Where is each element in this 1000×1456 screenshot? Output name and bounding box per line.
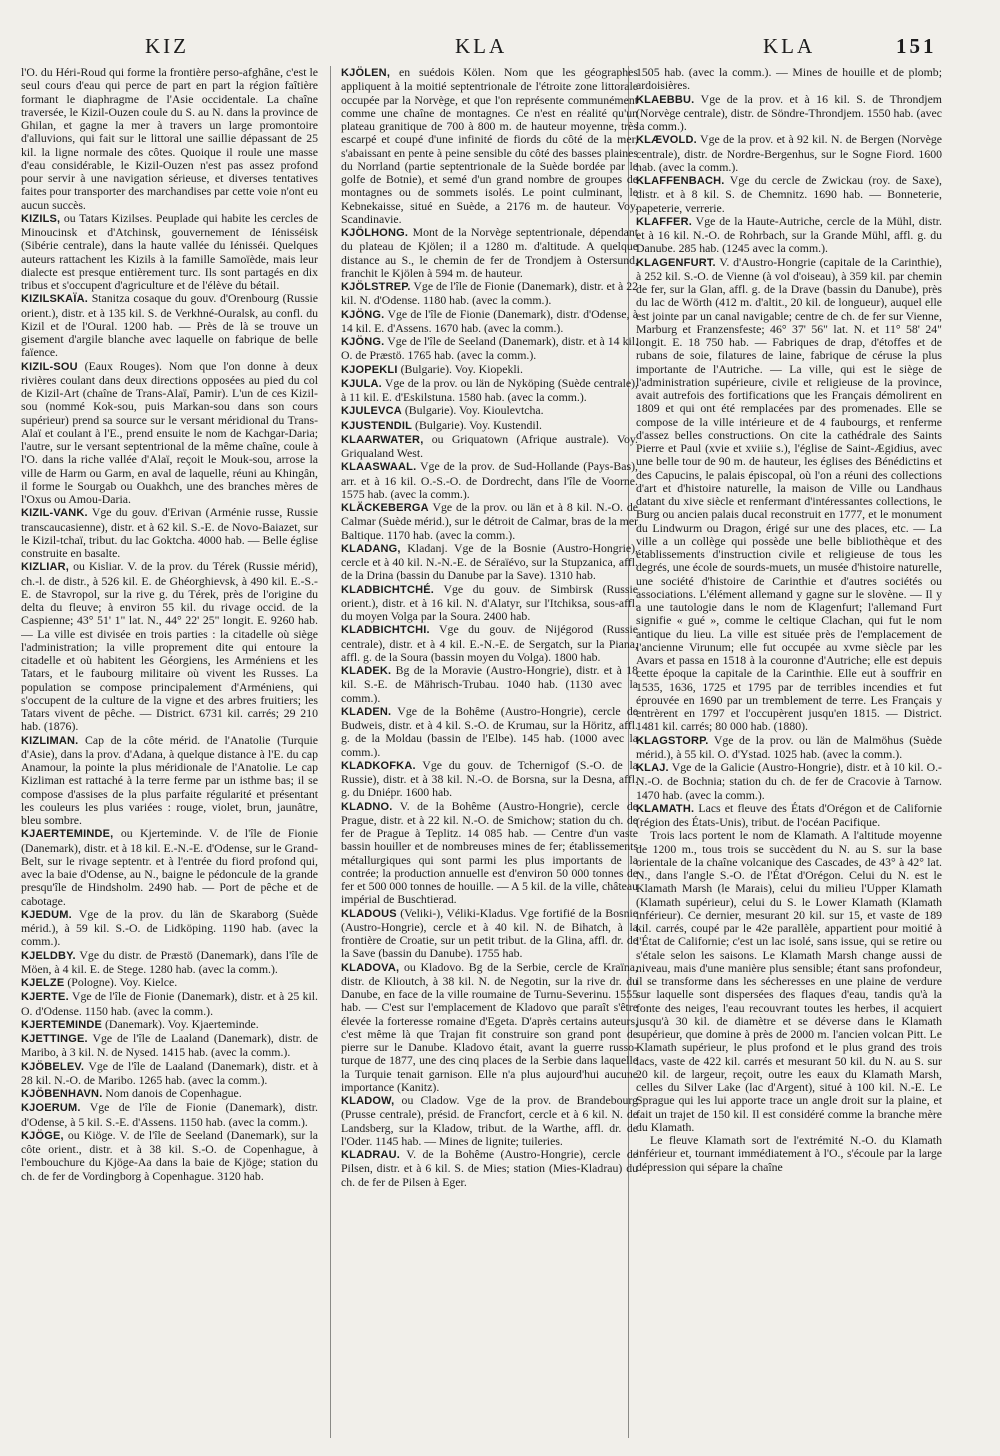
entry-headword: KJÖGE, [21, 1129, 64, 1142]
entry-text: Vge de l'île de Fionie (Danemark), distr. d'Odense, à 14 kil. E. d'Assens. 1670 hab. (avec la comm.). [341, 306, 638, 335]
entry-headword: KJUSTENDIL [341, 419, 413, 432]
dictionary-entry [21, 1032, 318, 1060]
entry-headword: KJETTINGE. [21, 1033, 88, 1045]
entry-text: Trois lacs portent le nom de Klamath. A l'altitude moyenne de 1200 m., tous trois se succèdent du N. au S. sur la base orientale de la chaîne volcanique des Cascades, de 43° à 42° lat. N., dans l'angle S.-O. de l'État d'Orégon. Celui du N. est le Klamath Marsh (le Marais), celui du milieu l'Upper Klamath (Klamath supérieur), celui du S. le Lower Klamath (Klamath inférieur). Ce dernier, mesurant 20 kil. sur 15, et vaste de 189 kil. carrés, coupé par le 42e parallèle, appartient pour moitié à l'État de Californie; c'est un lac isolé, sans issue, qui se retire ou s'étale selon les saisons. Le Klamath Marsh change aussi de niveau, mais d'une manière plus sensible; étant sans profondeur, il se transforme dans les sécheresses en une plaine de verdure sur laquelle sont dispersées des flaques d'eau, tandis qu'à la fonte des neiges, l'eau recouvrant toutes les herbes, il acquiert jusqu'à 30 kil. de diamètre et se déverse dans le Klamath supérieur, que domine à près de 2000 m. l'ancien volcan Pitt. Le Klamath supérieur, le plus profond et le plus grand des trois lacs, vaste de 422 kil. carrés et mesurant 50 kil. du N. au S. sur 20 kil. de largeur, reçoit, outre les eaux du Klamath Marsh, celles du Silver Lake (lac d'Argent), situé à 100 kil. N.-E. Le Sprague qui les lui apporte trace un angle droit sur la plaine, et fait un trajet de 150 kil. Il est considéré comme la branche mère du Klamath. [636, 828, 942, 1134]
entry-headword: KJERTE. [21, 991, 69, 1004]
entry-headword: KLADBICHTCHÉ. [341, 583, 435, 596]
entry-text: Le fleuve Klamath sort de l'extrémité N.-O. du Klamath inférieur et, tournant immédiatement à l'O., s'écoule par la large dépression qui sépare la chaîne [636, 1133, 942, 1174]
dictionary-entry [341, 335, 638, 363]
dictionary-entry [341, 226, 638, 280]
entry-headword: KLADKOFKA. [341, 759, 416, 772]
entry-headword: KJERTEMINDE [21, 1018, 103, 1031]
dictionary-entry [341, 280, 638, 308]
dictionary-entry [21, 1087, 318, 1101]
entry-text: Stanitza cosaque du gouv. d'Orenbourg (Russie orient.), distr. et à 135 kil. S. de Verkhné-Ouralsk, au confl. du Kizil et de l'Oural. 1200 hab. — Près de là se trouve un gisement d'argile blanche avec laquelle on fabrique de belle faïence. [21, 291, 318, 360]
entry-text: ou Kiöge. V. de l'île de Seeland (Danemark), sur la côte orient., distr. et à 38 kil. S.-O. de Copenhague, à l'embouchure du Kjöge-Aa dans la baie de Kjöge; station du ch. de fer de Vordingborg à Copenhague. 3120 hab. [21, 1127, 318, 1183]
dictionary-entry [341, 501, 638, 542]
entry-headword: KJELDBY. [21, 949, 76, 962]
dictionary-entry [21, 1129, 318, 1183]
entry-headword: KJÖBENHAVN. [21, 1088, 103, 1100]
dictionary-entry [636, 829, 942, 1134]
entry-text: Vge de l'île de Fionie (Danemark), distr. d'Odense, à 5 kil. S.-E. d'Assens. 1150 hab. (avec la comm.). [21, 1100, 318, 1129]
entry-text: ou Kjerteminde. V. de l'île de Fionie (Danemark), distr. et à 18 kil. E.-N.-E. d'Odense, sur le Grand-Belt, sur le rivage septentr. et à l'entrée du fiord profond qui, avec la baie d'Odense, au N., baigne le pédoncule de la grande presqu'île de Hindsholm. 2490 hab. — Port de pêche et de cabotage. [21, 826, 318, 908]
entry-text: l'O. du Héri-Roud qui forme la frontière perso-afghâne, c'est le seul cours d'eau qui perce de part en part la région faîtière formant le diaphragme de l'Asie occidentale. La chaîne traversée, le Kizil-Ouzen coule du S. au N. dans la province de Ghilan, et gagne la mer à travers un large promontoire d'alluvions, qui fait sur le littoral une saillie dépassant de 25 kil. la ligne normale des côtes. Quoique il roule une masse d'eau considérable, le Kizil-Ouzen n'est pas assez profond pour servir à une navigation sérieuse, et diverses tentatives faites pour transporter des marchandises par cette voie n'ont eu aucun succès. [21, 66, 318, 212]
header-center-guideword: KLA [455, 34, 508, 58]
dictionary-entry [21, 1060, 318, 1088]
entry-headword: KJOPEKLI [341, 363, 398, 376]
entry-headword: KJÖLSTREP. [341, 281, 411, 293]
text-column-2 [341, 66, 638, 1441]
dictionary-entry [636, 734, 942, 762]
dictionary-entry [636, 93, 942, 134]
entry-text: Vge de l'île de Laaland (Danemark), distr. de Maribo, à 3 kil. N. de Nysed. 1415 hab. (avec la comm.). [21, 1031, 318, 1060]
dictionary-entry [21, 949, 318, 977]
entry-text: Vge du gouv. d'Erivan (Arménie russe, Russie transcaucasienne), distr. et à 62 kil. S.-E. de Novo-Baiazet, sur le Kizil-tchaï, tribut. du lac Goktcha. 4000 hab. — Belle église construite en basalte. [21, 505, 318, 560]
dictionary-entry [341, 363, 638, 377]
entry-headword: KJOERUM. [21, 1102, 81, 1115]
entry-headword: KLAEBBU. [636, 93, 695, 106]
dictionary-entry [636, 215, 942, 256]
entry-headword: KLADNO. [341, 800, 393, 813]
entry-headword: KJELZE [21, 977, 65, 989]
dictionary-entry [636, 133, 942, 174]
column-rule [330, 66, 331, 1438]
entry-text: Lacs et fleuve des États d'Orégon et de Californie (région des États-Unis), tribut. de l'océan Pacifique. [636, 800, 942, 829]
entry-headword: KLADEN. [341, 705, 392, 718]
entry-headword: KLAFFENBACH. [636, 175, 725, 187]
entry-headword: KLAJ. [636, 762, 669, 774]
entry-text: ou Kladovo. Bg de la Serbie, cercle de Kraïna, distr. de Klioutch, à 38 kil. N. de Negotin, sur la rive dr. du Danube, en face de la ville roumaine de Turnu-Severinu. 1555 hab. — C'est sur l'emplacement de Kladovo que paraît s'être élevée la forteresse romaine d'Egeta. D'après certains auteurs, c'est même là que Trajan fit construire son grand pont de pierre sur le Danube. Kladovo était, avant la guerre russo-turque de 1877, une des cinq places de la Serbie dans laquelle la Turquie tenait garnison. Elle n'a plus aujourd'hui aucune importance (Kanitz). [341, 959, 638, 1094]
entry-text: (Pologne). Voy. Kielce. [67, 975, 178, 989]
entry-text: Vge de la prov. ou län de Nyköping (Suède centrale), à 11 kil. E. d'Eskilstuna. 1580 hab. (avec la comm.). [341, 375, 638, 404]
entry-headword: KIZIL-SOU [21, 360, 78, 373]
entry-headword: KLADOUS [341, 907, 397, 920]
header-left-guideword: KIZ [145, 34, 189, 58]
dictionary-entry [21, 292, 318, 359]
entry-text: Vge du distr. de Præstö (Danemark), dans l'île de Möen, à 4 kil. E. de Stege. 1280 hab. (avec la comm.). [21, 947, 318, 976]
entry-text: Mont de la Norvège septentrionale, dépendant du plateau de Kjölen; il a 1280 m. d'altitude. A quelque distance au S., le chemin de fer de Trondjem à Ostersund, franchit le Kjölen à 594 m. de hauteur. [341, 225, 638, 280]
entry-text: (Bulgarie). Voy. Kiopekli. [400, 361, 523, 376]
entry-text: Vge de la prov. de Sud-Hollande (Pays-Bas), arr. et à 16 kil. O.-S.-O. de Dordrecht, dans l'île de Voorne. 1575 hab. (avec la comm.). [341, 459, 638, 501]
entry-text: Vge de la prov. ou län et à 8 kil. N.-O. de Calmar (Suède mérid.), sur le détroit de Calmar, bras de la mer Baltique. 1170 hab. (avec la comm.). [341, 500, 638, 542]
entry-text: Bg de la Moravie (Austro-Hongrie), distr. et à 18 kil. S.-E. de Mährisch-Trubau. 1040 hab. (1130 avec la comm.). [341, 663, 638, 705]
entry-headword: KLADOW, [341, 1095, 395, 1107]
entry-headword: KLAASWAAL. [341, 461, 417, 474]
entry-text: Vge de la Haute-Autriche, cercle de la Mühl, distr. et à 16 kil. N.-O. de Rohrbach, sur la Grande Mühl, affl. g. du Danube. 285 hab. (1245 avec la comm.). [636, 213, 942, 256]
entry-text: Vge du gouv. de Simbirsk (Russie orient.), distr. et à 16 kil. N. d'Alatyr, sur l'Itchiksa, sous-affl. du moyen Volga par la Soura. 2400 hab. [341, 581, 638, 623]
entry-text: Vge de l'île de Fionie (Danemark), distr. et à 22 kil. N. d'Odense. 1180 hab. (avec la comm.). [341, 279, 638, 308]
dictionary-entry [21, 990, 318, 1018]
entry-headword: KIZLIMAN. [21, 734, 79, 747]
entry-text: Kladanj. Vge de la Bosnie (Austro-Hongrie), cercle et à 40 kil. N.-N.-E. de Séraïévo, sur la Stupzanica, affl. de la Drina (bassin du Danube par la Save). 1310 hab. [341, 540, 638, 583]
entry-text: (Bulgarie). Voy. Kioulevtcha. [404, 403, 544, 418]
dictionary-entry [21, 1101, 318, 1129]
dictionary-entry [341, 705, 638, 759]
entry-text: Vge de la Bohême (Austro-Hongrie), cercle de Budweis, distr. et à 4 kil. S.-O. de Krumau, sur la Höritz, affl. g. de la Moldau (bassin de l'Elbe). 145 hab. (1000 avec la comm.). [341, 703, 638, 759]
entry-headword: KIZILSKAÏA. [21, 293, 88, 306]
dictionary-entry [341, 404, 638, 418]
entry-text: (Danemark). Voy. Kjaerteminde. [105, 1016, 259, 1031]
entry-text: 1505 hab. (avec la comm.). — Mines de houille et de plomb; ardoisières. [636, 66, 942, 93]
entry-text: Vge de la prov. du län de Skaraborg (Suède mérid.), à 59 kil. S.-O. de Lidköping. 1190 hab. (avec la comm.). [21, 906, 318, 949]
entry-text: V. d'Austro-Hongrie (capitale de la Carinthie), à 252 kil. S.-O. de Vienne (à vol d'oiseau), à 359 kil. par chemin de fer, sur la Glan, affl. g. de la Drave (bassin du Danube), près du lac de Wörth (412 m. d'altit., 20 kil. de longueur), auquel elle est jointe par un canal navigable; centre de ch. de fer sur Vienne, Marburg et Franzensfeste; 46° 37' 56" lat. N. et 11° 58' 24" longit. E. 18 750 hab. — Fabriques de drap, d'étoffes et de rubans de soie, filatures de laine, fabrique de céruse la plus importante de l'Autriche. — La ville, qui est le siège de l'administration supérieure, civile et religieuse de la province, avait autrefois des fortifications que les Français démolirent en 1809 et qui ont été remplacées par des promenades. Elle se compose de la ville intérieure et de 4 faubourgs, et renferme d'assez belles constructions. On cite la cathédrale des Saints Pierre et Paul (xvie et xviiie s.), l'église de Saint-Ægidius, avec une belle tour de 90 m. de hauteur, les églises des Bénédictins et des Capucins, le palais épiscopal, où l'on a réuni des collections d'art et d'histoire naturelle, la maison de Ville ou Landhaus datant du xive siècle et renfermant d'intéressantes collections, le Burg ou ancien palais ducal reconstruit en 1777, et le monument du Lindwurm ou Dragon, érigé sur une des places, etc. — La ville a un collège qui possède une belle bibliothèque et des établissements d'instruction civile et religieuse de tous les degrés, une école de sourds-muets, un musée d'histoire naturelle, une société d'histoire de Carinthie et d'autres sociétés ou associations. L'élément allemand y gagne sur le slovène. — Il y a une tautologie dans le nom de Klagenfurt; l'allemand Furt signifie « gué », comme le celtique Clachan, qui fut le nom antique du lieu. La ville est située près de l'emplacement de l'ancienne Virunum; elle fut occupée au xvme siècle par les Avars et passa en 1518 à la couronne d'Autriche; elle est depuis cette époque la capitale de la Carinthie. Elle eut à souffrir en 1535, 1636, 1725 et 1795 par de terribles incendies et fut éprouvée en 1690 par un tremblement de terre. Les Français y entrèrent en 1797 et l'occupèrent jusqu'en 1815. — District. 1481 kil. carrés; 80 000 hab. (1880). [636, 254, 942, 734]
dictionary-entry [636, 256, 942, 734]
dictionary-entry [636, 1134, 942, 1174]
text-column-1 [21, 66, 318, 1441]
entry-text: ou Griquatown (Afrique australe). Voy. Griqualand West. [341, 431, 638, 460]
text-column-3 [636, 66, 942, 1441]
entry-text: Vge de la Galicie (Austro-Hongrie), distr. et à 10 kil. O.-N.-O. de Bochnia; station du ch. de fer de Cracovie à Tarnow. 1470 hab. (avec la comm.). [636, 760, 942, 802]
dictionary-entry [341, 66, 638, 226]
dictionary-entry [21, 1018, 318, 1032]
entry-headword: KJÖBELEV. [21, 1060, 85, 1073]
entry-headword: KLADEK. [341, 665, 392, 677]
dictionary-entry [341, 433, 638, 461]
entry-text: Nom danois de Copenhague. [105, 1086, 242, 1100]
entry-text: en suédois Kölen. Nom que les géographes appliquent à la moitié septentrionale de l'étroite zone littorale occupée par la Norvège, et que l'on représente communément comme une chaîne de montagnes. Ce n'est en réalité qu'un plateau granitique de 700 à 800 m. de hauteur moyenne, très escarpé et coupé d'une infinité de fiords du côté de la mer, s'abaissant en pente à peine sensible du côté des basses plaines du Norrland (partie septentrionale de la Suède bordée par le golfe de Botnie), et semé d'un grand nombre de groupes de montagnes ou de sommets isolés. Le point culminant, le Kebnekaisse, situé en Suède, a 2176 m. de hauteur. Voy. Scandinavie. [341, 66, 638, 226]
entry-headword: KIZILS, [21, 212, 61, 225]
dictionary-entry [341, 419, 638, 433]
entry-text: Vge de la prov. et à 16 kil. S. de Throndjem (Norvège centrale), distr. de Söndre-Throndjem. 1550 hab. (avec la comm.). [636, 91, 942, 133]
dictionary-entry [341, 800, 638, 907]
entry-headword: KJÖNG. [341, 336, 385, 348]
entry-text: Vge de l'île de Seeland (Danemark), distr. et à 14 kil. O. de Præstö. 1765 hab. (avec la comm.). [341, 334, 638, 363]
dictionary-entry [21, 506, 318, 560]
entry-text: Vge du cercle de Zwickau (roy. de Saxe), distr. et à 8 kil. S. de Chemnitz. 1690 hab. — Bonneterie, papeterie, verrerie. [636, 173, 942, 215]
entry-headword: KJÖLHONG. [341, 227, 409, 239]
dictionary-entry [21, 976, 318, 990]
dictionary-entry [636, 174, 942, 215]
entry-text: Vge du gouv. de Nijégorod (Russie centrale), distr. et à 4 kil. E.-N.-E. de Sergatch, sur la Piana, affl. g. de la Soura (bassin moyen du Volga). 1800 hab. [341, 622, 638, 664]
entry-text: Vge du gouv. de Tchernigof (S.-O. de la Russie), distr. et à 38 kil. N.-O. de Borsna, sur la Desna, affl. g. du Dniépr. 1600 hab. [341, 757, 638, 800]
entry-headword: KJEDUM. [21, 908, 72, 921]
entry-text: ou Tatars Kizilses. Peuplade qui habite les cercles de Minoucinsk et d'Atchinsk, gouvernement de Iénisséisk (Sibérie centrale), dans la haute vallée du Iénisséi. Quelques auteurs rattachent les Kizils à la famille Samoïède, mais leur dialecte est presque entièrement turc. Ils sont partagés en dix tribus et s'occupent d'agriculture et de l'élève du bétail. [21, 210, 318, 292]
entry-headword: KJÖLEN, [341, 67, 391, 79]
entry-headword: KLAGENFURT. [636, 256, 716, 269]
dictionary-entry [21, 560, 318, 733]
entry-headword: KLÆVOLD. [636, 134, 697, 147]
entry-text: V. de la Bohême (Austro-Hongrie), cercle de Pilsen, distr. et à 6 kil. S. de Mies; station (Mies-Kladrau) du ch. de fer de Pilsen à Eger. [341, 1147, 638, 1189]
entry-headword: KLADRAU. [341, 1149, 401, 1161]
dictionary-entry [341, 664, 638, 705]
entry-headword: KLADANG, [341, 542, 401, 555]
dictionary-entry [341, 583, 638, 624]
entry-headword: KIZIL-VANK. [21, 507, 88, 520]
dictionary-entry [341, 623, 638, 664]
dictionary-entry [21, 66, 318, 212]
entry-headword: KJULA. [341, 377, 382, 390]
dictionary-entry [341, 377, 638, 405]
entry-headword: KLAARWATER, [341, 433, 424, 446]
dictionary-entry [21, 360, 318, 507]
entry-headword: KJAERTEMINDE, [21, 828, 114, 841]
dictionary-entry [341, 961, 638, 1095]
entry-headword: KLAMATH. [636, 802, 695, 815]
entry-text: Vge de la prov. ou län de Malmöhus (Suède mérid.), à 55 kil. O. d'Ystad. 1025 hab. (avec la comm.). [636, 732, 942, 761]
dictionary-entry [21, 734, 318, 828]
dictionary-entry [21, 212, 318, 293]
entry-headword: KLAFFER. [636, 215, 692, 228]
entry-text: (Eaux Rouges). Nom que l'on donne à deux rivières coulant dans deux directions opposées au pied du col de Kizil-Art (chaîne de Trans-Alaï, Pamir). L'un de ces Kizil-sou (nommé Kok-sou, puis Markan-sou dans son cours supérieur) prend sa source sur le versant méridional du Trans-Alaï et coulant à l'E., prend ensuite le nom de Kachgar-Daria; l'autre, sur le versant septentrional de la même chaîne, coule à l'O. dans la riche vallée d'Alaï, reçoit le Mouk-sou, arrose la ville de Harm ou Garm, en aval de laquelle, réuni au Khingân, il forme le Sourgab ou Ouakhch, une des branches mères de l'Oxus ou Amou-Daria. [21, 358, 318, 506]
dictionary-entry [21, 827, 318, 908]
dictionary-entry [21, 908, 318, 949]
entry-headword: KLADBICHTCHI. [341, 624, 430, 637]
entry-headword: KLAGSTORP. [636, 734, 709, 747]
entry-text: Vge de la prov. et à 92 kil. N. de Bergen (Norvège centrale), distr. de Nordre-Bergenhus, sur le Sogne Fiord. 1600 hab. (avec la comm.). [636, 132, 942, 174]
dictionary-entry [341, 1148, 638, 1189]
entry-headword: KJULEVCA [341, 405, 402, 418]
dictionary-entry [341, 1094, 638, 1148]
entry-text: ou Kisliar. V. de la prov. du Térek (Russie mérid), ch.-l. de distr., à 526 kil. E. de Ghéorghievsk, à 490 kil. E.-S.-E. de Stavropol, sur la rive g. du Térek, près de l'origine du delta du fleuve; à environ 55 kil. du rivage occid. de la Caspienne; 43° 51' 1" lat. N., 44° 22' 25" longit. E. 9260 hab. — La ville est divisée en trois parties : la citadelle où siège l'administration; la ville proprement dite qui entoure la citadelle et où habitent les Géorgiens, les Arméniens et les Tatars, et le faubourg militaire où vivent les Russes. La population se compose principalement d'Arméniens, qui s'occupent de la culture de la vigne et des arbres fruitiers; les Tatars vivent de pêche. — District. 6731 kil. carrés; 29 210 hab. (1876). [21, 559, 318, 734]
dictionary-entry [341, 759, 638, 800]
entry-headword: KLÄCKEBERGA [341, 502, 429, 514]
dictionary-entry [341, 542, 638, 583]
dictionary-entry [341, 308, 638, 336]
entry-headword: KJÖNG. [341, 308, 385, 321]
entry-text: Cap de la côte mérid. de l'Anatolie (Turquie d'Asie), dans la prov. d'Adana, à quelque distance à l'E. du cap Anamour, la pointe la plus méridionale de l'Anatolie. Le cap Kizliman est rattaché à la terre ferme par un isthme bas; il se compose d'assises de la plus parfaite régularité et présentant les couleurs les plus variées : rouge, violet, brun, jaunâtre, bleu sombre. [21, 732, 318, 827]
dictionary-entry [636, 802, 942, 830]
entry-text: (Bulgarie). Voy. Kustendil. [415, 417, 542, 432]
dictionary-entry [636, 761, 942, 802]
entry-text: V. de la Bohême (Austro-Hongrie), cercle de Prague, distr. et à 22 kil. N.-O. de Smichow; station du ch. de fer de Prague à Teplitz. 14 085 hab. — Centre d'un vaste bassin houiller et de nombreuses mines de fer; établissements métallurgiques qui sont parmi les plus importants de la contrée; la production annuelle est d'environ 50 000 tonnes de fer et 500 000 tonnes de houille. — A 5 kil. de la ville, château impérial de Buschtierad. [341, 798, 638, 907]
dictionary-entry [636, 66, 942, 93]
entry-text: ou Cladow. Vge de la prov. de Brandebourg (Prusse centrale), présid. de Francfort, cercle et à 6 kil. N. de Landsberg, sur la Kladow, tribut. de la Warthe, affl. dr. de l'Oder. 1145 hab. — Mines de lignite; tuileries. [341, 1093, 638, 1148]
header-right-guideword: KLA [763, 34, 816, 58]
page-number: 151 [896, 34, 937, 58]
entry-headword: KIZLIAR, [21, 561, 70, 574]
entry-text: Vge de l'île de Laaland (Danemark), distr. et à 28 kil. N.-O. de Maribo. 1265 hab. (avec la comm.). [21, 1058, 318, 1087]
dictionary-entry [341, 460, 638, 501]
entry-text: Vge de l'île de Fionie (Danemark), distr. et à 25 kil. O. d'Odense. 1150 hab. (avec la comm.). [21, 989, 318, 1018]
dictionary-entry [341, 907, 638, 961]
entry-text: (Veliki-), Véliki-Kladus. Vge fortifié de la Bosnie (Austro-Hongrie), cercle et à 40 kil. N. de Bihatch, à la frontière de Croatie, sur un petit tribut. de la Glina, affl. dr. de la Save (bassin du Danube). 1755 hab. [341, 905, 638, 961]
running-header [0, 22, 1000, 62]
entry-headword: KLADOVA, [341, 961, 400, 974]
